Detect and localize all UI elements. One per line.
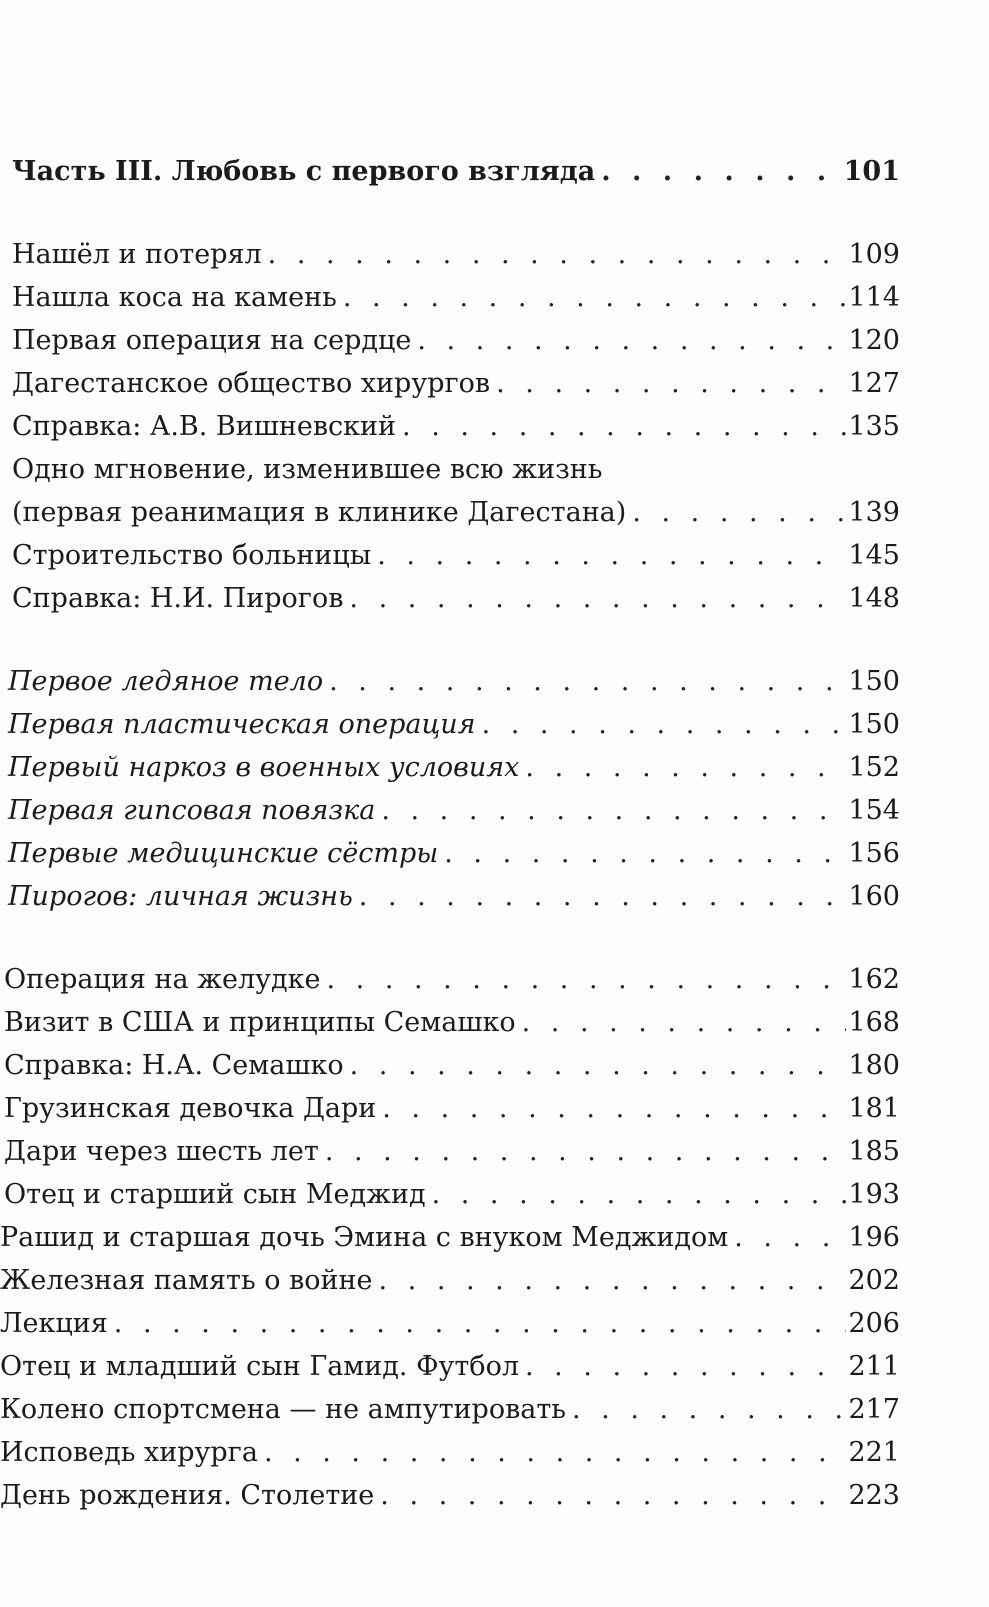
toc-entry	[0, 746, 900, 789]
toc-entry	[0, 1216, 900, 1259]
entry-page: 127	[848, 368, 900, 399]
entry-title: Отец и младший сын Гамид. Футбол	[0, 1351, 519, 1382]
entry-page: 185	[848, 1136, 900, 1167]
toc-entry	[0, 534, 900, 577]
entry-page: 223	[848, 1480, 900, 1511]
entry-title: Нашёл и потерял	[12, 239, 262, 270]
entry-page: 139	[848, 497, 900, 528]
toc-entry	[0, 1388, 900, 1431]
toc-entry	[0, 1431, 900, 1474]
toc-entry-multiline	[0, 448, 900, 534]
leader-dots	[411, 319, 846, 362]
entry-page: 180	[848, 1050, 900, 1081]
leader-dots	[375, 789, 846, 832]
table-of-contents	[0, 150, 900, 1517]
toc-entry	[0, 832, 900, 875]
entry-page: 109	[848, 239, 900, 270]
section-gap	[0, 193, 900, 233]
leader-dots	[519, 1345, 846, 1388]
entry-page: 150	[848, 666, 900, 697]
entry-title: Лекция	[0, 1308, 108, 1339]
entry-title: Операция на желудке	[4, 964, 321, 995]
leader-dots	[337, 276, 847, 319]
toc-entry	[0, 1345, 900, 1388]
entry-title: Пирогов: личная жизнь	[8, 881, 353, 912]
toc-entry	[0, 875, 900, 918]
leader-dots	[343, 577, 846, 620]
section-gap	[0, 918, 900, 958]
leader-dots	[371, 534, 846, 577]
leader-dots	[374, 1474, 846, 1517]
toc-entry	[0, 1087, 900, 1130]
entry-page: 181	[848, 1093, 900, 1124]
entry-page: 202	[848, 1265, 900, 1296]
leader-dots	[728, 1216, 846, 1259]
leader-dots	[108, 1302, 847, 1345]
leader-dots	[353, 875, 847, 918]
toc-entry	[0, 1173, 900, 1216]
toc-entry	[0, 1130, 900, 1173]
entry-title: Справка: А.В. Вишневский	[12, 411, 397, 442]
entry-page: 114	[848, 282, 900, 313]
entry-page: 145	[848, 540, 900, 571]
entry-title: Исповедь хирурга	[0, 1437, 258, 1468]
toc-entry	[0, 1474, 900, 1517]
toc-entry	[0, 660, 900, 703]
entry-page: 193	[848, 1179, 900, 1210]
leader-dots	[376, 1087, 846, 1130]
entry-title: Первые медицинские сёстры	[8, 838, 439, 869]
toc-entry	[0, 1044, 900, 1087]
entry-title: Дари через шесть лет	[4, 1136, 319, 1167]
entry-title-line1: Одно мгновение, изменившее всю жизнь	[12, 454, 603, 485]
leader-dots	[476, 703, 847, 746]
leader-dots	[320, 958, 846, 1001]
leader-dots	[519, 746, 846, 789]
leader-dots	[595, 150, 841, 193]
leader-dots	[438, 832, 846, 875]
entry-page: 150	[848, 709, 900, 740]
leader-dots	[626, 491, 846, 534]
entry-title: Железная память о войне	[0, 1265, 373, 1296]
entry-title: Отец и старший сын Меджид	[4, 1179, 426, 1210]
entry-title: Дагестанское общество хирургов	[12, 368, 491, 399]
leader-dots	[516, 1001, 847, 1044]
entry-page: 135	[848, 411, 900, 442]
entry-page: 168	[848, 1007, 900, 1038]
leader-dots	[319, 1130, 847, 1173]
entry-page: 148	[848, 583, 900, 614]
leader-dots	[258, 1431, 847, 1474]
entry-page: 217	[848, 1394, 900, 1425]
entry-page: 211	[848, 1351, 900, 1382]
toc-entry	[0, 577, 900, 620]
entry-title: Первая пластическая операция	[8, 709, 476, 740]
toc-entry	[0, 362, 900, 405]
entry-title: Справка: Н.А. Семашко	[4, 1050, 344, 1081]
entry-page: 156	[848, 838, 900, 869]
toc-entry	[0, 1001, 900, 1044]
entry-title-line2: (первая реанимация в клинике Дагестана)	[12, 497, 627, 528]
entry-title: Рашид и старшая дочь Эмина с внуком Меджидом	[0, 1222, 729, 1253]
leader-dots	[490, 362, 846, 405]
entry-title: Колено спортсмена — не ампутировать	[0, 1394, 567, 1425]
toc-entry	[0, 233, 900, 276]
entry-page: 120	[848, 325, 900, 356]
leader-dots	[566, 1388, 846, 1431]
entry-page: 152	[848, 752, 900, 783]
toc-entry	[0, 703, 900, 746]
toc-part-heading	[0, 150, 900, 193]
toc-entry	[0, 319, 900, 362]
entry-title: Визит в США и принципы Семашко	[4, 1007, 516, 1038]
entry-title: Первая гипсовая повязка	[8, 795, 376, 826]
entry-page: 160	[848, 881, 900, 912]
entry-title: Нашла коса на камень	[12, 282, 337, 313]
section-gap	[0, 620, 900, 660]
entry-title: Первая операция на сердце	[12, 325, 412, 356]
leader-dots	[262, 233, 847, 276]
entry-page: 154	[848, 795, 900, 826]
entry-title: Справка: Н.И. Пирогов	[12, 583, 344, 614]
part-title: Часть III. Любовь с первого взгляда	[12, 156, 596, 187]
leader-dots	[426, 1173, 847, 1216]
entry-title: Первое ледяное тело	[8, 666, 324, 697]
entry-title: Строительство больницы	[12, 540, 372, 571]
leader-dots	[373, 1259, 847, 1302]
toc-entry	[0, 789, 900, 832]
part-page: 101	[843, 156, 900, 187]
entry-title: Грузинская девочка Дари	[4, 1093, 377, 1124]
entry-title: День рождения. Столетие	[0, 1480, 375, 1511]
entry-page: 162	[848, 964, 900, 995]
toc-entry	[0, 1259, 900, 1302]
entry-page: 196	[848, 1222, 900, 1253]
entry-page: 221	[848, 1437, 900, 1468]
leader-dots	[396, 405, 846, 448]
toc-entry	[0, 405, 900, 448]
entry-title: Первый наркоз в военных условиях	[8, 752, 520, 783]
toc-entry	[0, 276, 900, 319]
leader-dots	[323, 660, 846, 703]
toc-entry	[0, 1302, 900, 1345]
entry-page: 206	[848, 1308, 900, 1339]
toc-entry	[0, 958, 900, 1001]
leader-dots	[344, 1044, 847, 1087]
